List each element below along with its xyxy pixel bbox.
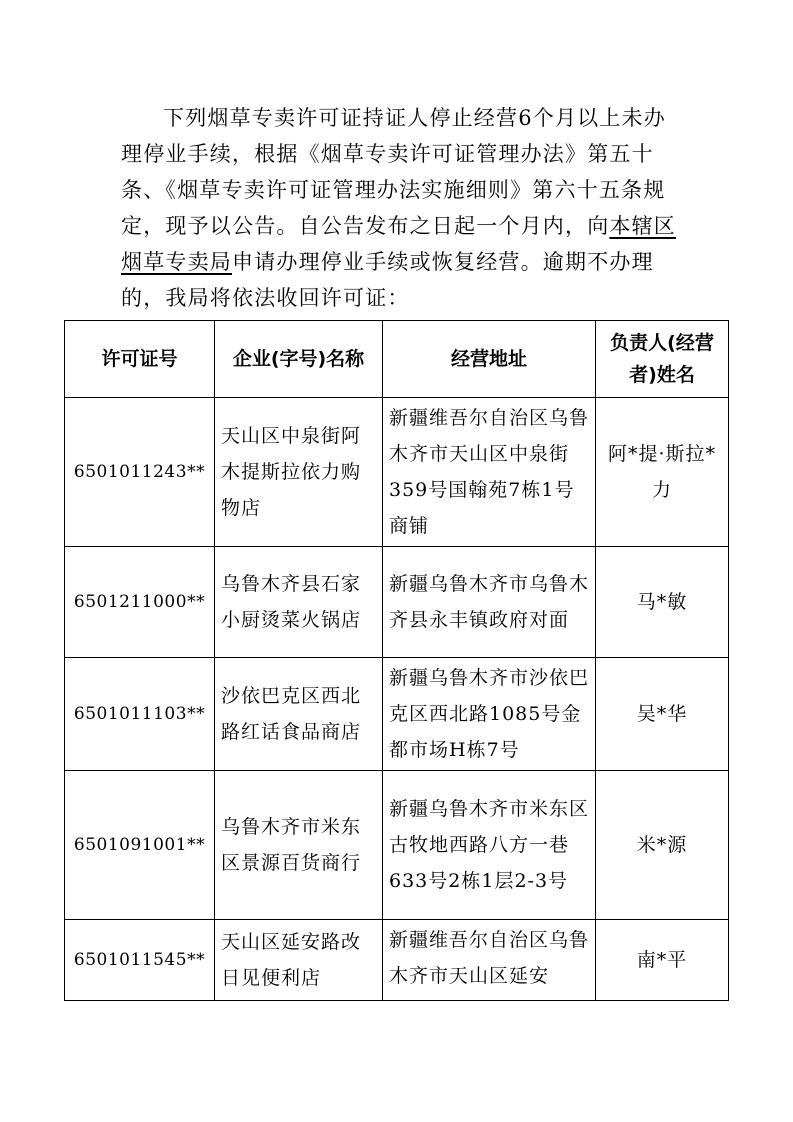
cell-person: 吴*华 xyxy=(596,658,729,771)
cell-license-no: 6501011103** xyxy=(65,658,215,771)
notice-paragraph xyxy=(121,100,681,316)
table-row xyxy=(65,658,729,771)
header-license-no: 许可证号 xyxy=(65,321,215,398)
table-row xyxy=(65,771,729,920)
table-row xyxy=(65,547,729,658)
header-person: 负责人(经营者)姓名 xyxy=(596,321,729,398)
cell-address: 新疆维吾尔自治区乌鲁木齐市天山区中泉街359号国翰苑7栋1号商铺 xyxy=(383,398,596,547)
license-table xyxy=(64,320,729,1001)
cell-address: 新疆乌鲁木齐市乌鲁木齐县永丰镇政府对面 xyxy=(383,547,596,658)
cell-license-no: 6501211000** xyxy=(65,547,215,658)
cell-license-no: 6501091001** xyxy=(65,771,215,920)
table-header-row xyxy=(65,321,729,398)
cell-person: 南*平 xyxy=(596,920,729,1001)
cell-person: 马*敏 xyxy=(596,547,729,658)
notice-text-part2: 申请办理停业手续或恢复经营。逾期不办理的，我局将依法收回许可证： xyxy=(121,250,654,310)
header-address: 经营地址 xyxy=(383,321,596,398)
cell-person: 阿*提·斯拉*力 xyxy=(596,398,729,547)
table-row xyxy=(65,920,729,1001)
header-business-name: 企业(字号)名称 xyxy=(215,321,383,398)
notice-underlined-authority: 本辖区烟草专卖局 xyxy=(121,214,677,274)
cell-address: 新疆乌鲁木齐市米东区古牧地西路八方一巷633号2栋1层2-3号 xyxy=(383,771,596,920)
cell-business-name: 乌鲁木齐市米东区景源百货商行 xyxy=(215,771,383,920)
cell-address: 新疆乌鲁木齐市沙依巴克区西北路1085号金都市场H栋7号 xyxy=(383,658,596,771)
notice-text-part1: 下列烟草专卖许可证持证人停止经营6个月以上未办理停业手续，根据《烟草专卖许可证管理办法》第五十条、《烟草专卖许可证管理办法实施细则》第六十五条规定，现予以公告。自公告发布之日起一个月内，向 xyxy=(121,106,666,238)
cell-business-name: 天山区中泉街阿木提斯拉依力购物店 xyxy=(215,398,383,547)
cell-business-name: 沙依巴克区西北路红话食品商店 xyxy=(215,658,383,771)
cell-person: 米*源 xyxy=(596,771,729,920)
cell-license-no: 6501011545** xyxy=(65,920,215,1001)
cell-business-name: 乌鲁木齐县石家小厨烫菜火锅店 xyxy=(215,547,383,658)
table-row xyxy=(65,398,729,547)
cell-license-no: 6501011243** xyxy=(65,398,215,547)
cell-business-name: 天山区延安路改日见便利店 xyxy=(215,920,383,1001)
cell-address: 新疆维吾尔自治区乌鲁木齐市天山区延安 xyxy=(383,920,596,1001)
